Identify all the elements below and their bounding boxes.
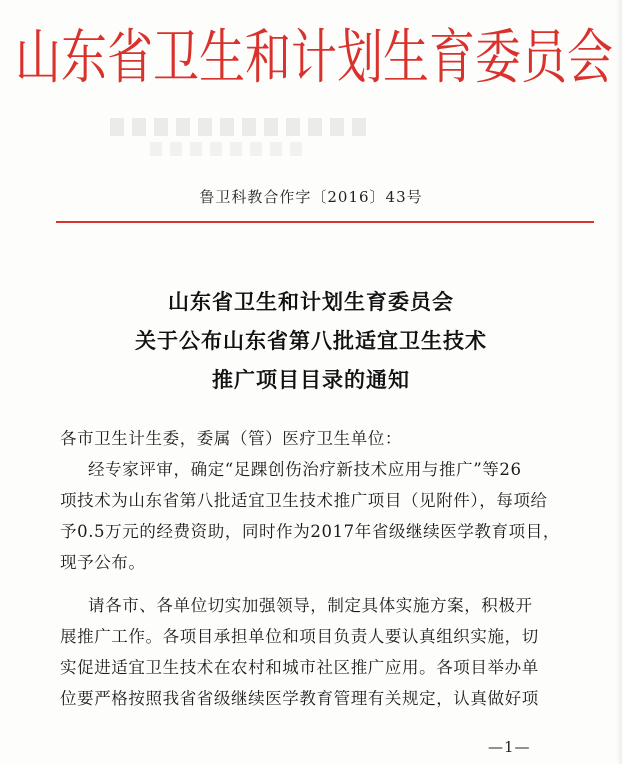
page-number: —1— (488, 738, 531, 756)
paragraph-1-line-1: 经专家评审，确定“足踝创伤治疗新技术应用与推广”等26 (88, 460, 522, 479)
red-divider-line (56, 221, 594, 223)
document-number: 鲁卫科教合作字〔2016〕43号 (199, 188, 423, 206)
paragraph-1-line-2: 项技术为山东省第八批适宜卫生技术推广项目（见附件），每项给 (60, 491, 548, 510)
paragraph-2-line-2: 展推广工作。各项目承担单位和项目负责人要认真组织实施，切 (60, 627, 539, 646)
salutation: 各市卫生计生委，委属（管）医疗卫生单位： (60, 429, 402, 448)
faint-stamp-mark-secondary (150, 142, 310, 156)
paragraph-2-line-1: 请各市、各单位切实加强领导，制定具体实施方案，积极开 (88, 596, 533, 615)
scan-edge-shadow (616, 0, 622, 764)
faint-stamp-mark (110, 118, 370, 136)
paragraph-2-line-4: 位要严格按照我省省级继续医学教育管理有关规定，认真做好项 (60, 689, 539, 708)
title-line-2: 关于公布山东省第八批适宜卫生技术 (135, 329, 487, 353)
title-line-3: 推广项目目录的通知 (212, 368, 410, 392)
paragraph-2-line-3: 实促进适宜卫生技术在农村和城市社区推广应用。各项目举办单 (60, 658, 539, 677)
paragraph-1-line-3: 予0.5万元的经费资助，同时作为2017年省级继续医学教育项目， (60, 522, 560, 541)
paragraph-1-line-4: 现予公布。 (60, 553, 146, 572)
title-line-1: 山东省卫生和计划生育委员会 (168, 290, 454, 314)
agency-masthead: 山东省卫生和计划生育委员会 (15, 22, 613, 92)
